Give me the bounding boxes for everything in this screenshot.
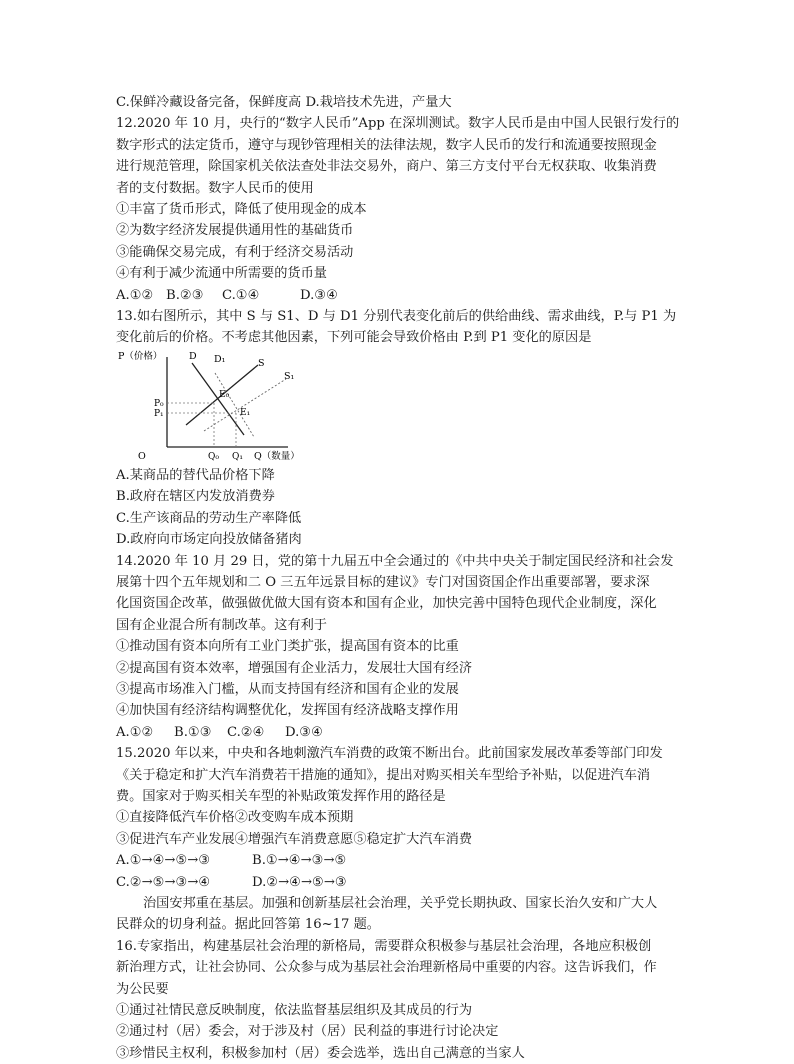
option-d: D.③④ xyxy=(285,724,323,740)
question-14 xyxy=(116,551,686,744)
option-c: C.②→⑤→③→④ xyxy=(116,874,211,890)
statement-line: ①通过社情民意反映制度，依法监督基层组织及其成员的行为 xyxy=(116,1003,473,1019)
label-s: S xyxy=(258,357,265,369)
option-d: D.③④ xyxy=(300,287,338,303)
q15-options-row-1 xyxy=(116,850,686,871)
option-d: D.政府向市场定向投放储备猪肉 xyxy=(116,532,302,548)
label-e1: E₁ xyxy=(240,407,251,418)
statement-line: ③珍惜民主权利，积极参加村（居）委会选举，选出自己满意的当家人 xyxy=(116,1045,525,1061)
text-line: 15.2020 年以来，中央和各地刺激汽车消费的政策不断出台。此前国家发展改革委等部门印发 xyxy=(116,746,663,762)
exam-page xyxy=(116,92,686,1064)
text-line: 展第十四个五年规划和二 O 三五年远景目标的建议》专门对国资国企作出重要部署，要求深 xyxy=(116,574,650,590)
option-a: A.某商品的替代品价格下降 xyxy=(116,467,275,483)
text-line: 为公民要 xyxy=(116,981,169,997)
option-b: B.政府在辖区内发放消费券 xyxy=(116,489,275,505)
option-a: A.①② xyxy=(116,287,154,303)
option-c: C.生产该商品的劳动生产率降低 xyxy=(116,510,302,526)
option-d: D.②→④→⑤→③ xyxy=(252,874,347,890)
q12-options xyxy=(116,285,686,306)
option-b: B.①③ xyxy=(174,724,212,740)
text-line: 费。国家对于购买相关车型的补贴政策发挥作用的路径是 xyxy=(116,788,446,804)
text-line: 《关于稳定和扩大汽车消费若干措施的通知》，提出对购买相关车型给予补贴，以促进汽车消 xyxy=(116,767,651,783)
label-d1: D₁ xyxy=(214,353,226,365)
statement-line: ②提高国有资本效率，增强国有企业活力，发展壮大国有经济 xyxy=(116,660,473,676)
option-b: B.②③ xyxy=(166,287,204,303)
q11-tail xyxy=(116,92,686,113)
label-p1: P₁ xyxy=(154,408,164,419)
label-p0: P₀ xyxy=(154,398,164,409)
q14-options xyxy=(116,722,686,743)
label-d: D xyxy=(189,350,197,362)
statement-line: ①丰富了货币形式，降低了使用现金的成本 xyxy=(116,202,367,218)
statement-line: ③促进汽车产业发展④增强汽车消费意愿⑤稳定扩大汽车消费 xyxy=(116,831,473,847)
statement-line: ②为数字经济发展提供通用性的基础货币 xyxy=(116,223,354,239)
text-line: 化国资国企改革，做强做优做大国有资本和国有企业，加快完善中国特色现代企业制度，深化 xyxy=(116,596,657,612)
statement-line: ①推动国有资本向所有工业门类扩张，提高国有资本的比重 xyxy=(116,639,459,655)
question-13 xyxy=(116,306,686,550)
text-line: 治国安邦重在基层。加强和创新基层社会治理，关乎党长期执政、国家长治久安和广大人 xyxy=(143,896,658,911)
text-line: 新治理方式，让社会协同、公众参与成为基层社会治理新格局中重要的内容。这告诉我们，作 xyxy=(116,960,657,976)
supply-curve-s1 xyxy=(204,379,286,431)
question-12 xyxy=(116,113,686,306)
text-line: 变化前后的价格。不考虑其他因素，下列可能会导致价格由 P.到 P1 变化的原因是 xyxy=(116,330,592,346)
x-axis-label: Q（数量） xyxy=(254,450,300,462)
statement-line: ②通过村（居）委会，对于涉及村（居）民利益的事进行讨论决定 xyxy=(116,1024,499,1040)
option-b: B.①→④→③→⑤ xyxy=(252,853,347,869)
option-a: A.①② xyxy=(116,724,154,740)
y-axis-label: P（价格） xyxy=(118,350,163,362)
text-line: 14.2020 年 10 月 29 日，党的第十九届五中全会通过的《中共中央关于制定国民经济和社会发 xyxy=(116,553,674,569)
statement-line: ④加快国有经济结构调整优化，发挥国有经济战略支撑作用 xyxy=(116,703,459,719)
option-a: A.①→④→⑤→③ xyxy=(116,853,211,869)
label-q0: Q₀ xyxy=(208,451,219,462)
text-line: 13.如右图所示，其中 S 与 S1、D 与 D1 分别代表变化前后的供给曲线、需求曲线，P.与 P1 为 xyxy=(116,309,677,325)
text-line: 民群众的切身利益。据此回答第 16~17 题。 xyxy=(116,917,380,933)
text-line: 者的支付数据。数字人民币的使用 xyxy=(116,180,314,196)
question-15 xyxy=(116,743,686,893)
label-e0: E₀ xyxy=(219,389,230,400)
label-q1: Q₁ xyxy=(232,451,243,462)
text-line: 数字形式的法定货币，遵守与现钞管理相关的法律法规，数字人民币的发行和流通要按照现金 xyxy=(116,137,657,153)
statement-line: ③提高市场准入门槛，从而支持国有经济和国有企业的发展 xyxy=(116,681,459,697)
material-intro xyxy=(116,893,686,936)
text-line: C.保鲜冷藏设备完备，保鲜度高 D.栽培技术先进，产量大 xyxy=(116,95,452,110)
supply-demand-diagram xyxy=(116,349,686,465)
statement-line: ①直接降低汽车价格②改变购车成本预期 xyxy=(116,810,354,826)
text-line: 国有企业混合所有制改革。这有利于 xyxy=(116,617,327,633)
demand-curve-d1 xyxy=(215,373,254,437)
statement-line: ④有利于减少流通中所需要的货币量 xyxy=(116,266,327,282)
label-origin: O xyxy=(138,450,146,462)
option-c: C.②④ xyxy=(227,724,265,740)
diagram-svg xyxy=(116,349,316,465)
question-16 xyxy=(116,936,686,1064)
text-line: 12.2020 年 10 月，央行的“数字人民币”App 在深圳测试。数字人民币是由中国人民银行发行的 xyxy=(116,116,680,132)
text-line: 进行规范管理，除国家机关依法查处非法交易外，商户、第三方支付平台无权获取、收集消费 xyxy=(116,159,657,175)
option-c: C.①④ xyxy=(222,287,260,303)
statement-line: ③能确保交易完成，有利于经济交易活动 xyxy=(116,244,354,260)
text-line: 16.专家指出，构建基层社会治理的新格局，需要群众积极参与基层社会治理，各地应积极创 xyxy=(116,938,652,954)
label-s1: S₁ xyxy=(284,370,295,382)
q15-options-row-2 xyxy=(116,872,686,893)
